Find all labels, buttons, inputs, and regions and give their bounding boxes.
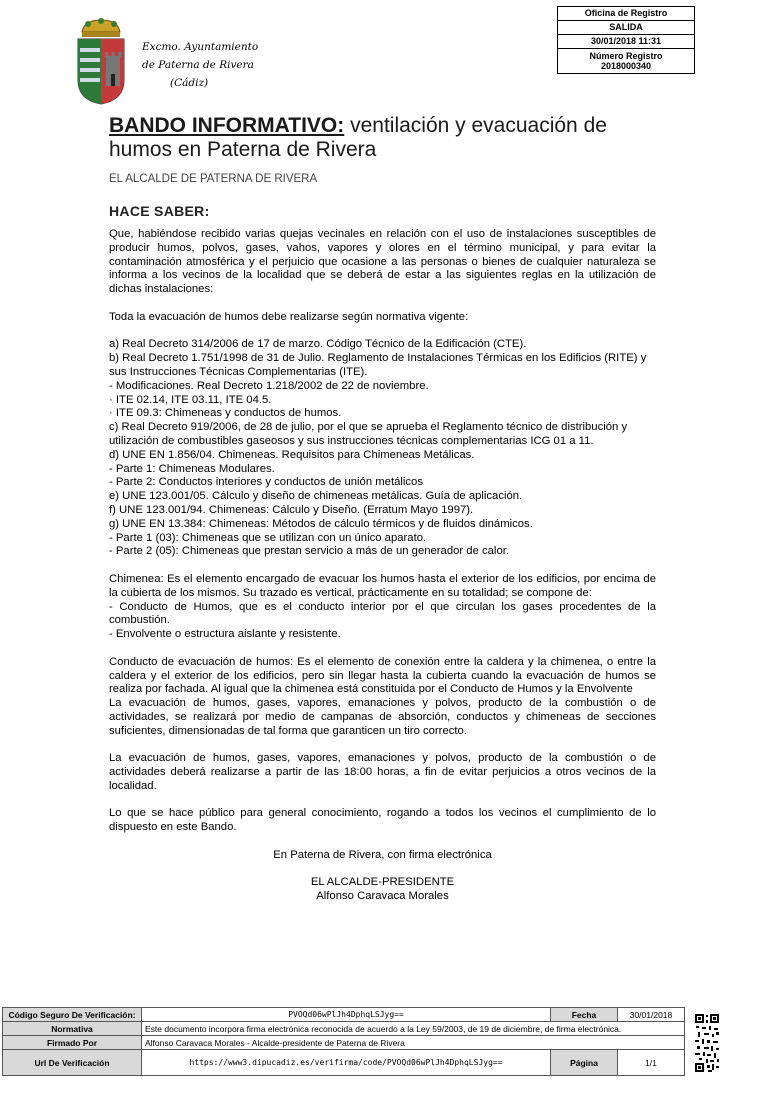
normativa-value: Este documento incorpora firma electrónica reconocida de acuerdo a la Ley 59/2003, de 19 de diciembre, de firma electrónica.	[142, 1022, 685, 1036]
intro-paragraph: Que, habiéndose recibido varias quejas vecinales en relación con el uso de instalaciones susceptibles de producir humos, polvos, gases, vahos, vapores y olores en el término municipal, y para evitar la contaminación atmosférica y el perjuicio que ocasione a las personas o bienes de cualquier naturaleza se informa a los vecinos de la localidad que se deberá de estar a las siguientes reglas en la utilización de dichas instalaciones:	[109, 228, 656, 296]
url-value[interactable]: https://www3.dipucadiz.es/verifirma/code/PVOQd06wPlJh4DphqLSJyg==	[142, 1050, 551, 1076]
institution-line-2: de Paterna de Rivera	[142, 59, 254, 71]
institution-line-1: Excmo. Ayuntamiento	[142, 41, 259, 53]
normativa-item: - Parte 1 (03): Chimeneas que se utilizan con un único aparato.	[109, 531, 427, 544]
normativa-item: c) Real Decreto 919/2006, de 28 de julio, por el que se aprueba el Reglamento técnico de distribución y	[109, 421, 628, 434]
normativa-item: a) Real Decreto 314/2006 de 17 de marzo. Código Técnico de la Edificación (CTE).	[109, 338, 527, 351]
qr-code-icon	[694, 1013, 720, 1073]
fecha-label: Fecha	[551, 1008, 618, 1022]
hace-saber-heading: HACE SABER:	[109, 203, 210, 219]
normativa-item: utilización de combustibles gaseosos y sus instrucciones técnicas complementarias ICG 01 a 11.	[109, 434, 594, 447]
evacuacion-paragraph-2: La evacuación de humos, gases, vapores, emanaciones y polvos, producto de la combustión o de actividades deberá realizarse a partir de las 18:00 horas, a fin de evitar perjuicios a otros vecinos de la localidad.	[109, 752, 656, 792]
normativa-item: b) Real Decreto 1.751/1998 de 31 de Julio. Reglamento de Instalaciones Térmicas en los Edificios (RITE) y	[109, 352, 647, 365]
csv-label: Código Seguro De Verificación:	[3, 1008, 142, 1022]
municipal-crest-icon	[74, 18, 128, 106]
normativa-item: · ITE 02.14, ITE 03.11, ITE 04.5.	[109, 393, 272, 406]
registry-office: Oficina de Registro	[558, 7, 694, 21]
closing-paragraph: Lo que se hace público para general conocimiento, rogando a todos los vecinos el cumplimiento de lo dispuesto en este Bando.	[109, 807, 656, 834]
document-title	[109, 114, 669, 162]
evacuacion-paragraph-1: La evacuación de humos, gases, vapores, emanaciones y polvos, producto de la combustión o de actividades, se realizará por medio de campanas de absorción, conductos y chimeneas de secciones suficientes, dimensionadas de tal forma que garanticen un tiro correcto.	[109, 697, 656, 737]
conducto-definition: Conducto de evacuación de humos: Es el elemento de conexión entre la caldera y la chimenea, o entre la caldera y el exterior de los edificios, pero sin llegar hasta la cubierta cuando la evacuación de humos se realiza por fachada. Al igual que la chimenea está constituida por el Conducto de Humos y la Envolvente	[109, 655, 656, 696]
normativa-intro: Toda la evacuación de humos debe realizarse según normativa vigente:	[109, 310, 469, 323]
firmado-label: Firmado Por	[3, 1036, 142, 1050]
verification-table	[2, 1007, 685, 1076]
pagina-label: Página	[551, 1050, 618, 1076]
normativa-item: · ITE 09.3: Chimeneas y conductos de humos.	[109, 407, 342, 420]
normativa-item: g) UNE EN 13.384: Chimeneas: Métodos de cálculo térmicos y de fluidos dinámicos.	[109, 517, 533, 530]
normativa-item: d) UNE EN 1.856/04. Chimeneas. Requisitos para Chimeneas Metálicas.	[109, 448, 475, 461]
document-body	[109, 228, 656, 904]
registry-number-label: Número Registro	[589, 51, 663, 61]
normativa-item: - Parte 2: Conductos interiores y conductos de unión metálicos	[109, 476, 423, 489]
normativa-item: f) UNE 123.001/94. Chimeneas: Cálculo y Diseño. (Erratum Mayo 1997).	[109, 503, 474, 516]
document-subtitle: EL ALCALDE DE PATERNA DE RIVERA	[109, 173, 318, 185]
registry-type: SALIDA	[558, 21, 694, 35]
institution-name	[142, 38, 258, 92]
chimenea-item: - Envolvente o estructura aislante y resistente.	[109, 628, 341, 641]
registry-number: 2018000340	[600, 61, 652, 71]
fecha-value: 30/01/2018	[618, 1008, 685, 1022]
normativa-label: Normativa	[3, 1022, 142, 1036]
chimenea-item: - Conducto de Humos, que es el conducto interior por el que circulan los gases procedentes de la combustión.	[109, 600, 656, 627]
normativa-item: e) UNE 123.001/05. Cálculo y diseño de chimeneas metálicas. Guía de aplicación.	[109, 490, 523, 503]
signer-name: Alfonso Caravaca Morales	[316, 890, 449, 903]
pagina-value: 1/1	[618, 1050, 685, 1076]
url-label: Url De Verificación	[3, 1050, 142, 1076]
title-rest: ventilación y evacuación de humos en Paterna de Rivera	[109, 114, 607, 161]
csv-value: PVOQd06wPlJh4DphqLSJyg==	[142, 1008, 551, 1022]
title-keyword: BANDO INFORMATIVO:	[109, 114, 345, 137]
registry-number-block	[558, 49, 694, 73]
registry-datetime: 30/01/2018 11:31	[558, 35, 694, 49]
normativa-item: sus Instrucciones Técnicas Complementarias (ITE).	[109, 365, 368, 378]
normativa-item: - Parte 2 (05): Chimeneas que prestan servicio a más de un generador de calor.	[109, 545, 510, 558]
chimenea-definition: Chimenea: Es el elemento encargado de evacuar los humos hasta el exterior de los edificios, por encima de la cubierta de los mismos. Su trazado es vertical, prácticamente en su totalidad; se compone de:	[109, 572, 656, 599]
registry-stamp	[557, 6, 695, 74]
normativa-item: - Modificaciones. Real Decreto 1.218/2002 de 22 de noviembre.	[109, 379, 429, 392]
institution-line-3: (Cádiz)	[170, 77, 209, 89]
signature-place: En Paterna de Rivera, con firma electrónica	[273, 848, 492, 861]
firmado-value: Alfonso Caravaca Morales - Alcalde-presidente de Paterna de Rivera	[142, 1036, 685, 1050]
signer-title: EL ALCALDE-PRESIDENTE	[310, 876, 455, 889]
normativa-item: - Parte 1: Chimeneas Modulares.	[109, 462, 275, 475]
